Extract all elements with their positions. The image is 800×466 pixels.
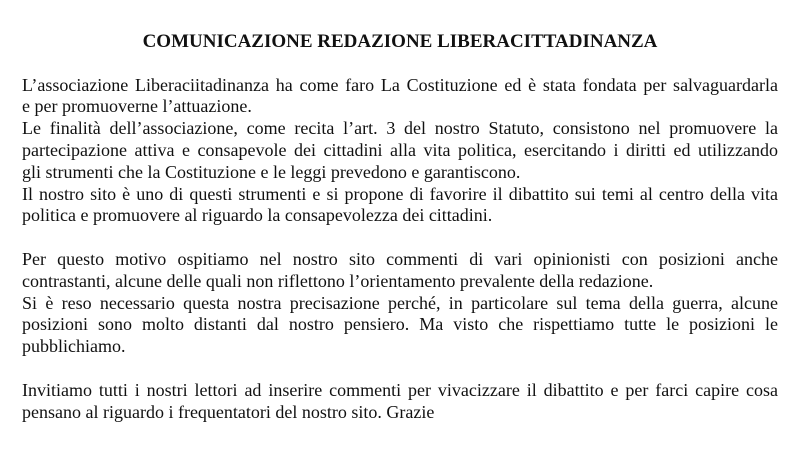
text-line: e per promuoverne l’attuazione. [22, 96, 252, 117]
text-block [22, 75, 778, 228]
paragraph [22, 249, 778, 293]
text-line: posizioni sono molto distanti dal nostro pensiero. Ma visto che rispettiamo tutte le posizioni le [22, 314, 778, 335]
text-line: gli strumenti che la Costituzione e le leggi prevedono e garantiscono. [22, 161, 521, 182]
text-block [22, 249, 778, 358]
text-line: partecipazione attiva e consapevole dei cittadini alla vita politica, esercitando i diritti ed utilizzando [22, 139, 778, 160]
paragraph [22, 75, 778, 119]
text-line: Invitiamo tutti i nostri lettori ad inserire commenti per vivacizzare il dibattito e per farci capire cosa [22, 379, 778, 400]
text-line: pensano al riguardo i frequentatori del nostro sito. Grazie [22, 401, 435, 422]
text-line: Per questo motivo ospitiamo nel nostro sito commenti di vari opinionisti con posizioni anche [22, 248, 778, 269]
text-block [22, 380, 778, 424]
text-line: pubblichiamo. [22, 336, 126, 357]
document-title: COMUNICAZIONE REDAZIONE LIBERACITTADINANZA [142, 31, 658, 52]
paragraph [22, 184, 778, 228]
paragraph [22, 293, 778, 358]
document-body [22, 75, 778, 424]
paragraph [22, 118, 778, 183]
text-line: L’associazione Liberaciitadinanza ha come faro La Costituzione ed è stata fondata per salvaguardarla [22, 74, 778, 95]
text-line: politica e promuovere al riguardo la consapevolezza dei cittadini. [22, 205, 493, 226]
paragraph [22, 380, 778, 424]
text-line: Le finalità dell’associazione, come recita l’art. 3 del nostro Statuto, consistono nel promuovere la [22, 118, 778, 139]
text-line: Il nostro sito è uno di questi strumenti e si propone di favorire il dibattito sui temi al centro della vita [22, 183, 778, 204]
text-line: contrastanti, alcune delle quali non riflettono l’orientamento prevalente della redazione. [22, 270, 654, 291]
text-line: Si è reso necessario questa nostra precisazione perché, in particolare sul tema della guerra, alcune [22, 292, 778, 313]
